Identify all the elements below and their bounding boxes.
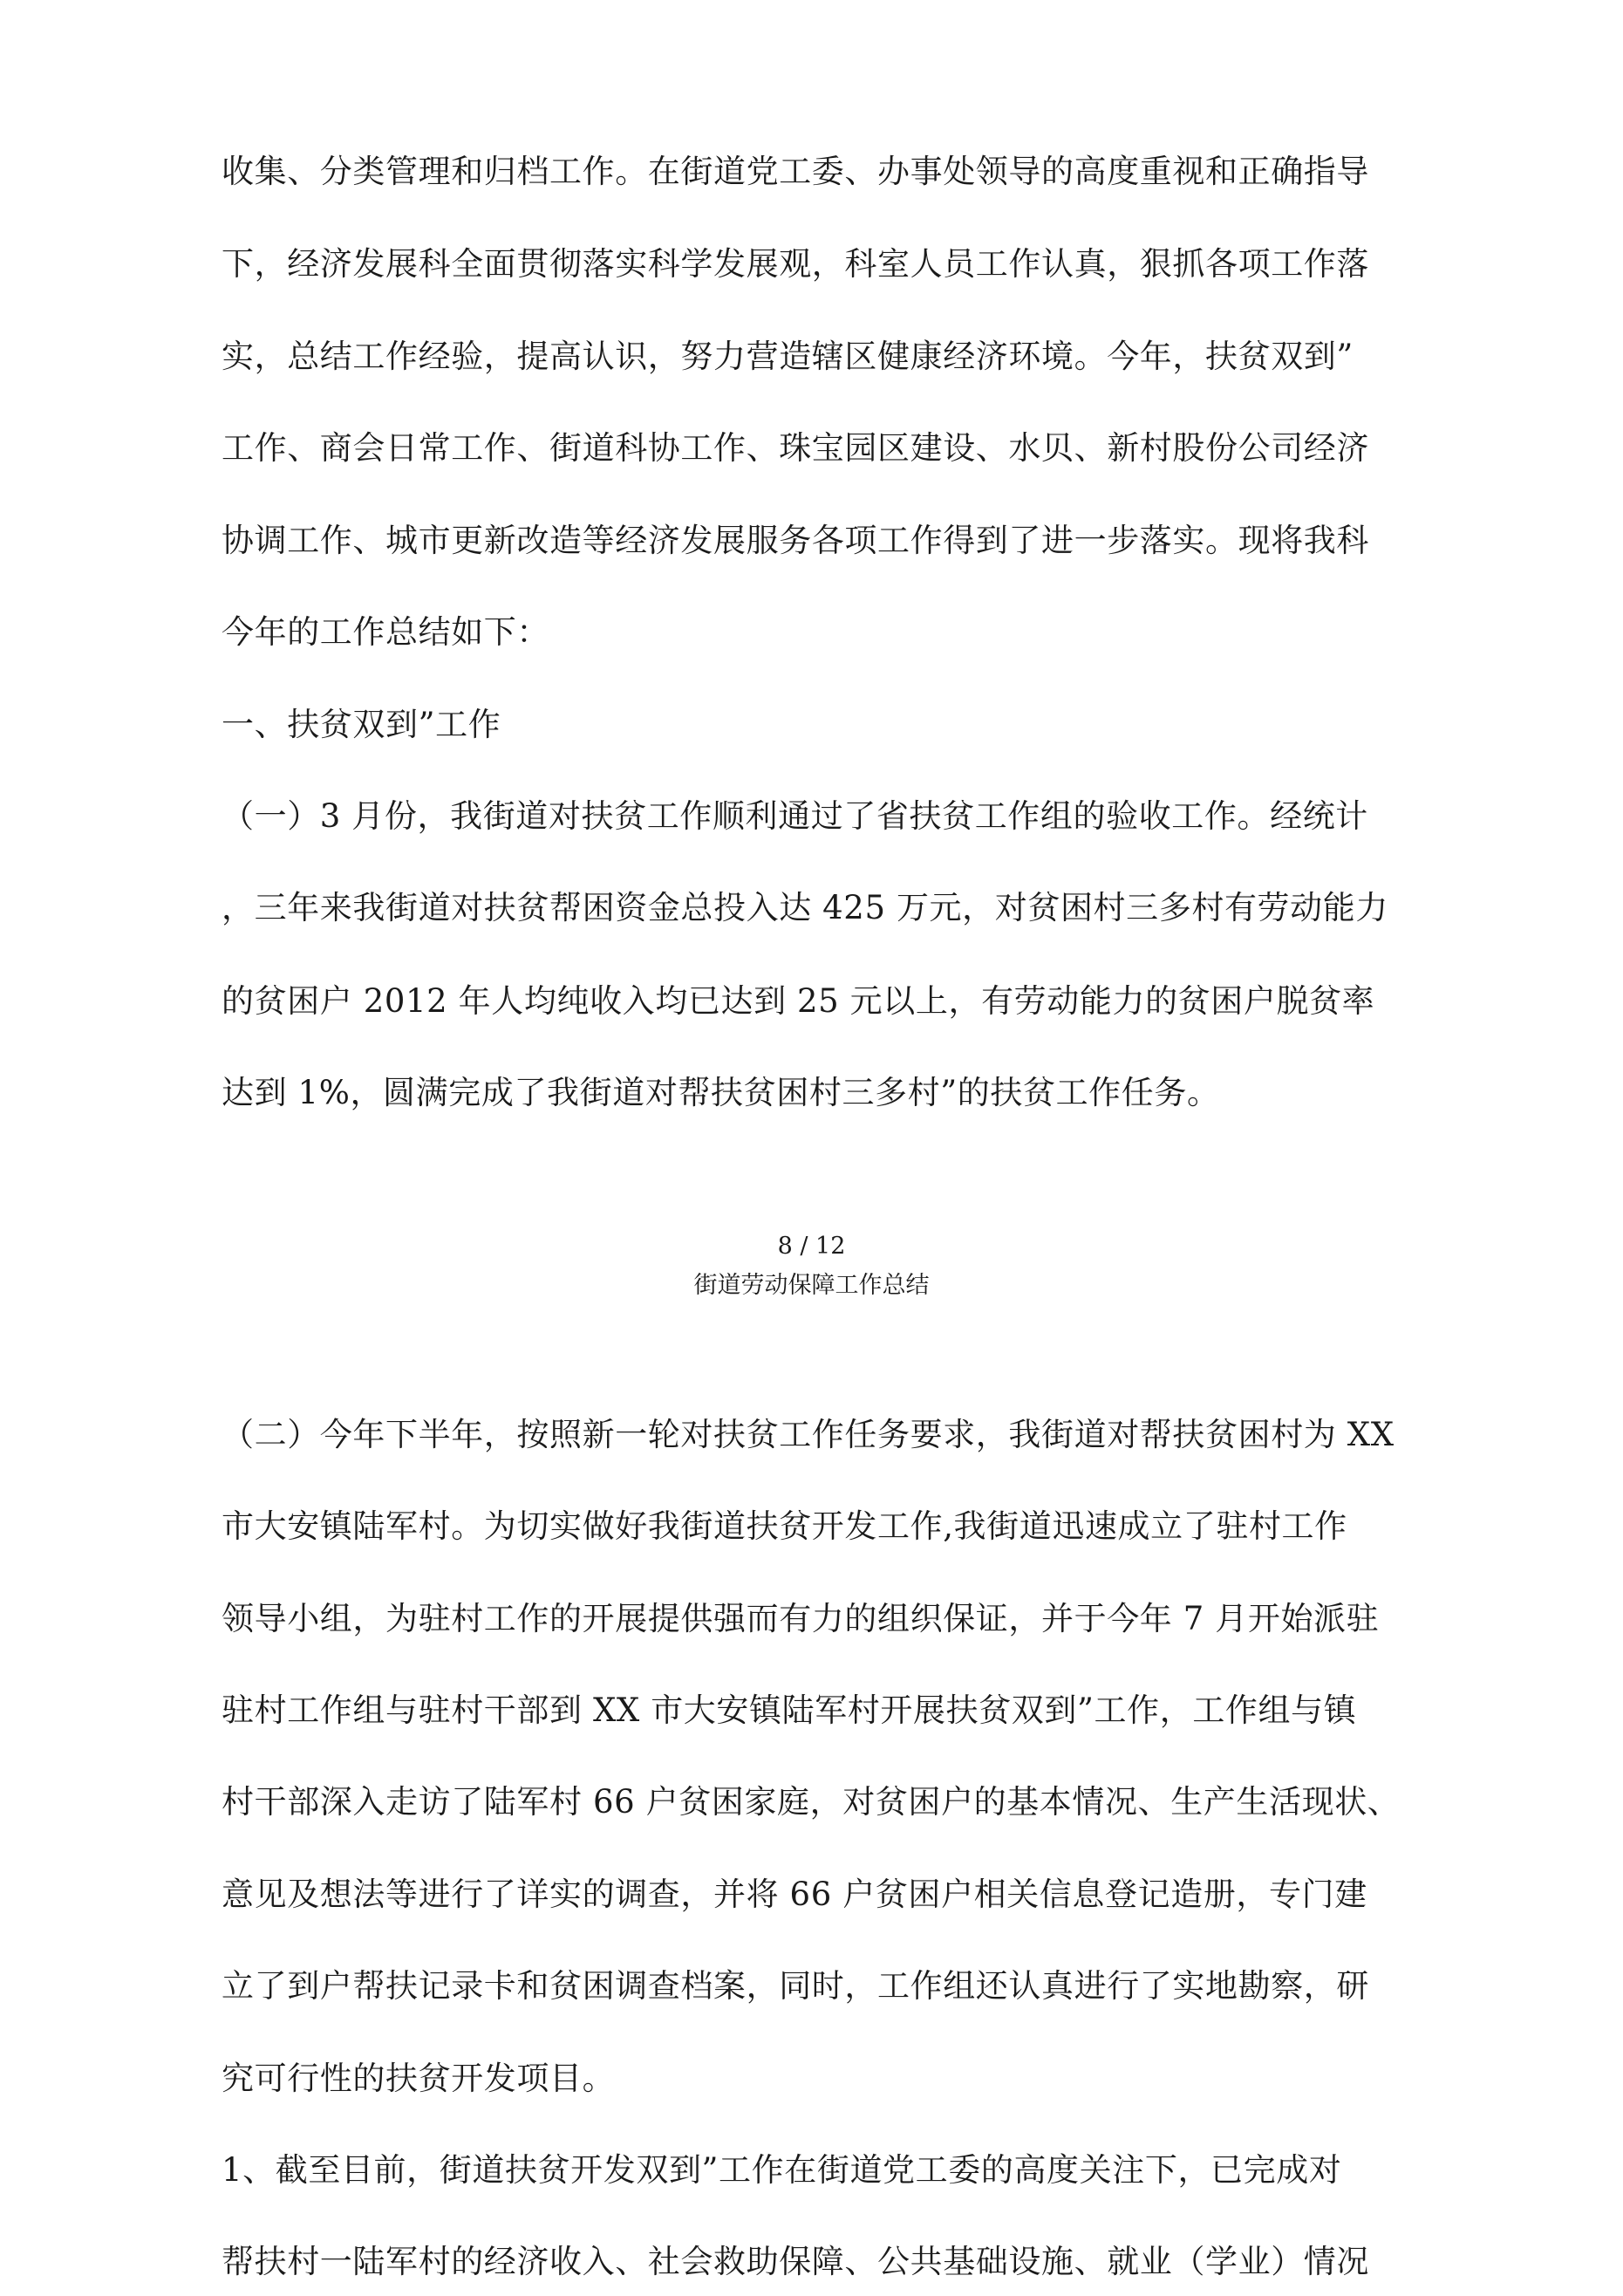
text-line: 立了到户帮扶记录卡和贫困调查档案，同时，工作组还认真进行了实地勘察，研 (222, 1967, 1369, 2005)
text-line: 下，经济发展科全面贯彻落实科学发展观，科室人员工作认真，狠抓各项工作落 (222, 245, 1369, 283)
text-line: 实，总结工作经验，提高认识，努力营造辖区健康经济环境。今年，扶贫双到” (222, 338, 1354, 375)
text-line: 工作、商会日常工作、街道科协工作、珠宝园区建设、水贝、新村股份公司经济 (222, 429, 1369, 467)
text-line: 村干部深入走访了陆军村 66 户贫困家庭，对贫困户的基本情况、生产生活现状、 (222, 1783, 1401, 1821)
text-line: 达到 1%，圆满完成了我街道对帮扶贫困村三多村”的扶贫工作任务。 (222, 1074, 1220, 1111)
text-line: 驻村工作组与驻村干部到 XX 市大安镇陆军村开展扶贫双到”工作，工作组与镇 (222, 1691, 1357, 1729)
text-line: 的贫困户 2012 年人均纯收入均已达到 25 元以上，有劳动能力的贫困户脱贫率 (222, 982, 1375, 1020)
text-line: 市大安镇陆军村。为切实做好我街道扶贫开发工作,我街道迅速成立了驻村工作 (222, 1507, 1347, 1545)
text-line: 收集、分类管理和归档工作。在街道党工委、办事处领导的高度重视和正确指导 (222, 153, 1369, 190)
running-title: 街道劳动保障工作总结 (693, 1272, 930, 1299)
text-line: 领导小组，为驻村工作的开展提供强而有力的组织保证，并于今年 7 月开始派驻 (222, 1600, 1380, 1637)
page-number: 8 / 12 (777, 1233, 846, 1260)
text-line: （一）3 月份，我街道对扶贫工作顺利通过了省扶贫工作组的验收工作。经统计 (222, 797, 1368, 835)
text-line: 协调工作、城市更新改造等经济发展服务各项工作得到了进一步落实。现将我科 (222, 522, 1369, 559)
text-line: （二）今年下半年，按照新一轮对扶贫工作任务要求，我街道对帮扶贫困村为 XX (222, 1416, 1395, 1453)
text-line: ，三年来我街道对扶贫帮困资金总投入达 425 万元，对贫困村三多村有劳动能力 (222, 889, 1388, 926)
section-heading: 一、扶贫双到”工作 (222, 706, 501, 743)
text-line: 意见及想法等进行了详实的调查，并将 66 户贫困户相关信息登记造册，专门建 (222, 1876, 1367, 1913)
text-line: 1、截至目前，街道扶贫开发双到”工作在街道党工委的高度关注下，已完成对 (222, 2151, 1342, 2189)
text-line: 究可行性的扶贫开发项目。 (222, 2060, 616, 2097)
text-line: 帮扶村一陆军村的经济收入、社会救助保障、公共基础设施、就业（学业）情况 (222, 2243, 1369, 2280)
text-line: 今年的工作总结如下： (222, 613, 549, 651)
